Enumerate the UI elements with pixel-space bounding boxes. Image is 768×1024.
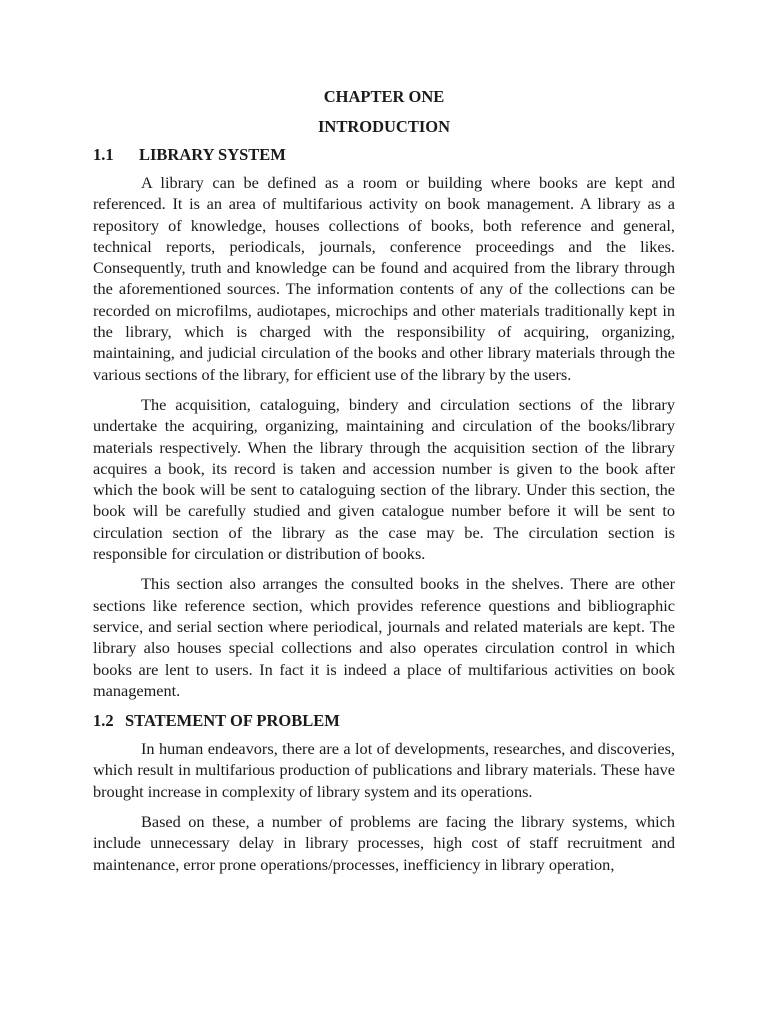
chapter-title: CHAPTER ONE bbox=[323, 87, 445, 106]
section-statement-of-problem bbox=[93, 710, 675, 875]
section-title: LIBRARY SYSTEM bbox=[139, 145, 286, 164]
section-title: STATEMENT OF PROBLEM bbox=[125, 711, 340, 731]
paragraph: The acquisition, cataloguing, bindery and circulation sections of the library undertake the acquiring, organizing, maintaining and circulation of the books/library materials respectively. When the library through the acquisition section of the library acquires a book, its record is taken and accession number is given to the book after which the book will be sent to cataloguing section of the library. Under this section, the book will be carefully studied and given catalogue number before it will be sent to circulation section of the library as the case may be. The circulation section is responsible for circulation or distribution of books. bbox=[93, 394, 675, 564]
paragraph: Based on these, a number of problems are facing the library systems, which include unnecessary delay in library processes, high cost of staff recruitment and maintenance, error prone operations/processes, inefficiency in library operation, bbox=[93, 812, 675, 874]
paragraph: This section also arranges the consulted books in the shelves. There are other sections like reference section, which provides reference questions and bibliographic service, and serial section where periodical, journals and related materials are kept. The library also houses special collections and also operates circulation control in which books are lent to users. In fact it is indeed a place of multifarious activities on book management. bbox=[93, 574, 675, 700]
section-number: 1.2 bbox=[93, 711, 114, 731]
paragraph: A library can be defined as a room or building where books are kept and referenced. It is an area of multifarious activity on book management. A library as a repository of knowledge, houses collections of books, both reference and general, technical reports, periodicals, journals, conference proceedings and the likes. Consequently, truth and knowledge can be found and acquired from the library through the aforementioned sources. The information contents of any of the collections can be recorded on microfilms, audiotapes, microchips and other materials traditionally kept in the library, which is charged with the responsibility of acquiring, organizing, maintaining, and judicial circulation of the books and other library materials through the various sections of the library, for efficient use of the library by the users. bbox=[93, 173, 675, 384]
intro-title: INTRODUCTION bbox=[317, 117, 451, 136]
section-number: 1.1 bbox=[93, 145, 114, 164]
section-library-system bbox=[93, 144, 675, 701]
paragraph: In human endeavors, there are a lot of developments, researches, and discoveries, which result in multifarious production of publications and library materials. These have brought increase in complexity of library system and its operations. bbox=[93, 739, 675, 801]
section-heading bbox=[93, 144, 675, 166]
document-page bbox=[93, 86, 675, 884]
section-heading bbox=[93, 710, 675, 732]
